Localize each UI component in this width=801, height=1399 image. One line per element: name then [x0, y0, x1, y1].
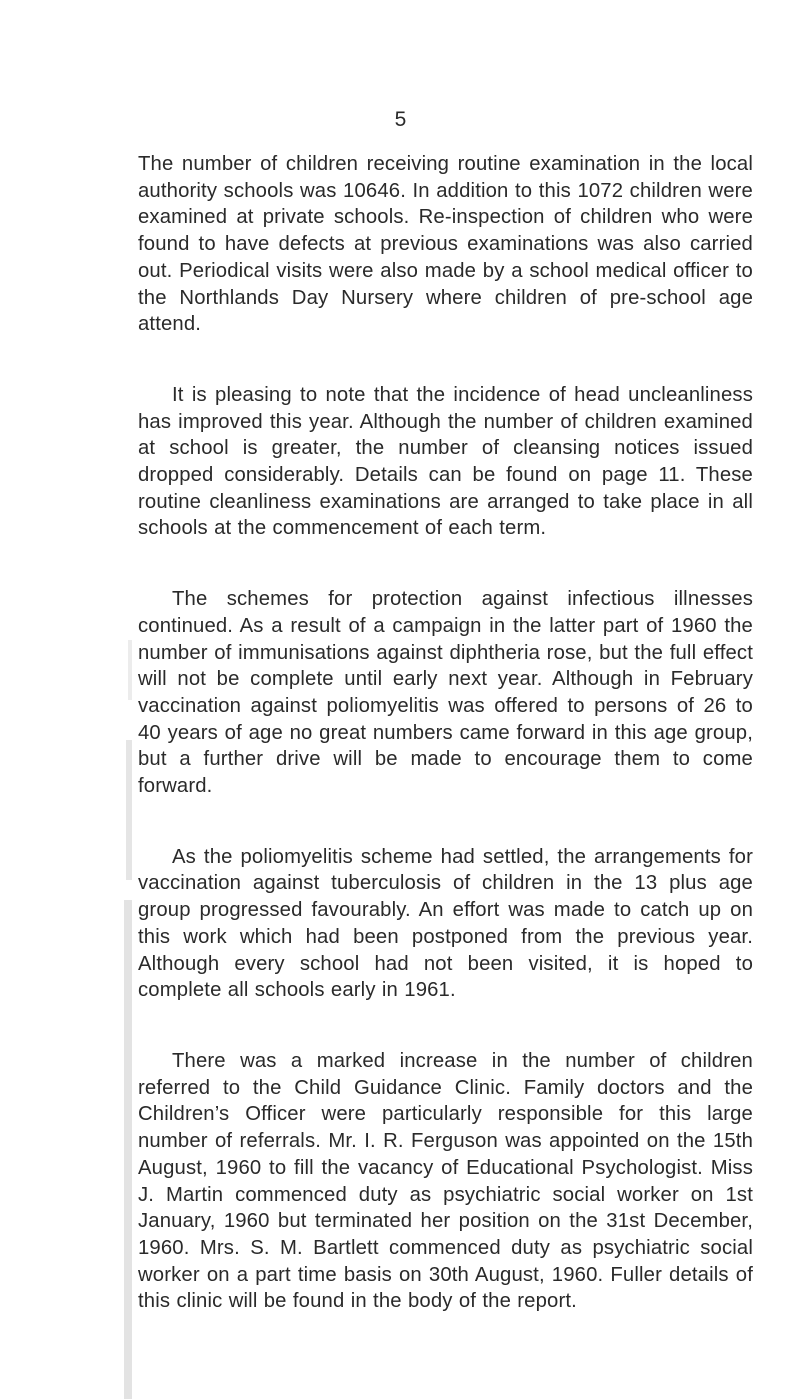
paragraph-tuberculosis-vaccination: As the poliomyelitis scheme had settled, the arrangements for vaccination against tuberculosis of children in the 13 plus age group progressed favourably. An effort was made to catch up on this work which had been postponed from the previous year. Although every school had not been visited, it is hoped to complete all schools early in 1961.	[138, 845, 753, 1002]
paragraph-child-guidance-clinic: There was a marked increase in the number of children referred to the Child Guidance Clinic. Family doctors and the Children’s Officer were particularly responsible for this large number of referrals. Mr. I. R. Ferguson was appointed on the 15th August, 1960 to fill the vacancy of Educational Psychologist. Miss J. Martin commenced duty as psychiatric social worker on 1st January, 1960 but terminated her position on the 31st December, 1960. Mrs. S. M. Bartlett commenced duty as psychiatric social worker on a part time basis on 30th August, 1960. Fuller details of this clinic will be found in the body of the report.	[138, 1049, 753, 1313]
paragraph-head-uncleanliness: It is pleasing to note that the incidence of head uncleanliness has improved this year. Although the number of children examined at school is greater, the number of cleansing notices issued dropped considerably. Details can be found on page 11. These routine cleanliness examinations are arranged to take place in all schools at the commencement of each term.	[138, 383, 753, 540]
scan-edge-artifact	[126, 740, 132, 880]
scan-edge-artifact	[128, 640, 132, 700]
page-number: 5	[394, 108, 407, 131]
body-text	[138, 151, 753, 1359]
paragraph-infectious-illnesses: The schemes for protection against infectious illnesses continued. As a result of a campaign in the latter part of 1960 the number of immunisations against diphtheria rose, but the full effect will not be complete until early next year. Although in February vaccination against poliomyelitis was offered to persons of 26 to 40 years of age no great numbers came forward in this age group, but a further drive will be made to encourage them to come forward.	[138, 588, 753, 798]
paragraph-routine-examination: The number of children receiving routine examination in the local authority schools was 10646. In addition to this 1072 children were examined at private schools. Re-inspection of children who were found to have defects at previous examinations was also carried out. Periodical visits were also made by a school medical officer to the Northlands Day Nursery where children of pre-school age attend.	[138, 153, 753, 336]
scan-edge-artifact	[124, 900, 132, 1399]
